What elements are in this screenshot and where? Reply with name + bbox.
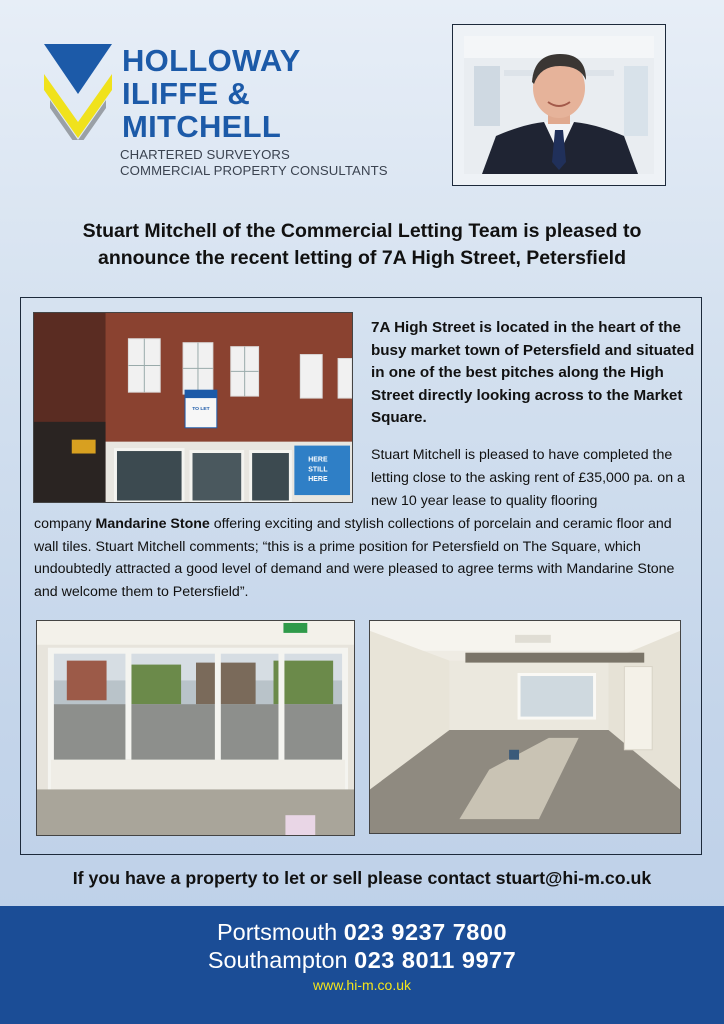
- company-tagline: [120, 147, 388, 179]
- tagline-line2: COMMERCIAL PROPERTY CONSULTANTS: [120, 163, 388, 178]
- office2-name: Southampton: [207, 947, 348, 973]
- building-exterior-photo: [33, 312, 353, 503]
- company-name-line3: MITCHELL: [122, 109, 282, 144]
- office1-phone[interactable]: 023 9237 7800: [343, 919, 508, 945]
- article-body-part1: Stuart Mitchell is pleased to have completed the letting close to the asking rent of £35,000 pa. on a new 10 year lease to quality flooring: [371, 447, 685, 509]
- office1-contact: [0, 918, 724, 947]
- interior-view-to-square-photo: [36, 620, 355, 836]
- company-name: [122, 44, 301, 143]
- portrait-photo: [464, 36, 654, 174]
- poster-text-line3: HERE: [308, 476, 328, 484]
- company-name-line1: HOLLOWAY: [122, 43, 301, 78]
- headline-line2: announce the recent letting of 7A High Street, Petersfield: [97, 247, 627, 269]
- tagline-line1: CHARTERED SURVEYORS: [120, 147, 290, 162]
- headline-line1: Stuart Mitchell of the Commercial Letting Team is pleased to: [82, 220, 642, 242]
- body-part2-prefix: company: [34, 516, 96, 532]
- poster-text-line2: STILL: [308, 466, 328, 474]
- company-logo: [44, 44, 424, 184]
- article-body-part2: [34, 513, 694, 603]
- footer-band: [0, 906, 724, 1024]
- website-link[interactable]: www.hi-m.co.uk: [312, 977, 412, 993]
- poster-text-line1: HERE: [308, 456, 328, 464]
- article-lead: 7A High Street is located in the heart of the busy market town of Petersfield and situated in one of the best pitches along the High Street directly looking across to the Market Square.: [371, 319, 695, 426]
- tenant-name: Mandarine Stone: [95, 516, 210, 532]
- contact-line: If you have a property to let or sell please contact stuart@hi-m.co.uk: [72, 868, 652, 888]
- triangle-chevron-logo-icon: [44, 44, 112, 140]
- letting-board-text: TO LET: [192, 406, 210, 412]
- company-name-line2: ILIFFE &: [122, 76, 251, 111]
- body-part2-suffix: offering exciting and stylish collections of porcelain and ceramic floor and wall tiles. Stuart Mitchell comments; “this is a prime position for Petersfield on The Square, which undoubtedly attracted a good level of demand and were pleased to agree terms with Mandarine Stone and welcome them to Petersfield”.: [34, 516, 675, 600]
- page-headline: [20, 218, 704, 272]
- office2-phone[interactable]: 023 8011 9977: [354, 947, 517, 973]
- office2-contact: [0, 946, 724, 975]
- office1-name: Portsmouth: [216, 919, 338, 945]
- portrait-frame: [452, 24, 666, 186]
- interior-shop-floor-photo: [369, 620, 681, 834]
